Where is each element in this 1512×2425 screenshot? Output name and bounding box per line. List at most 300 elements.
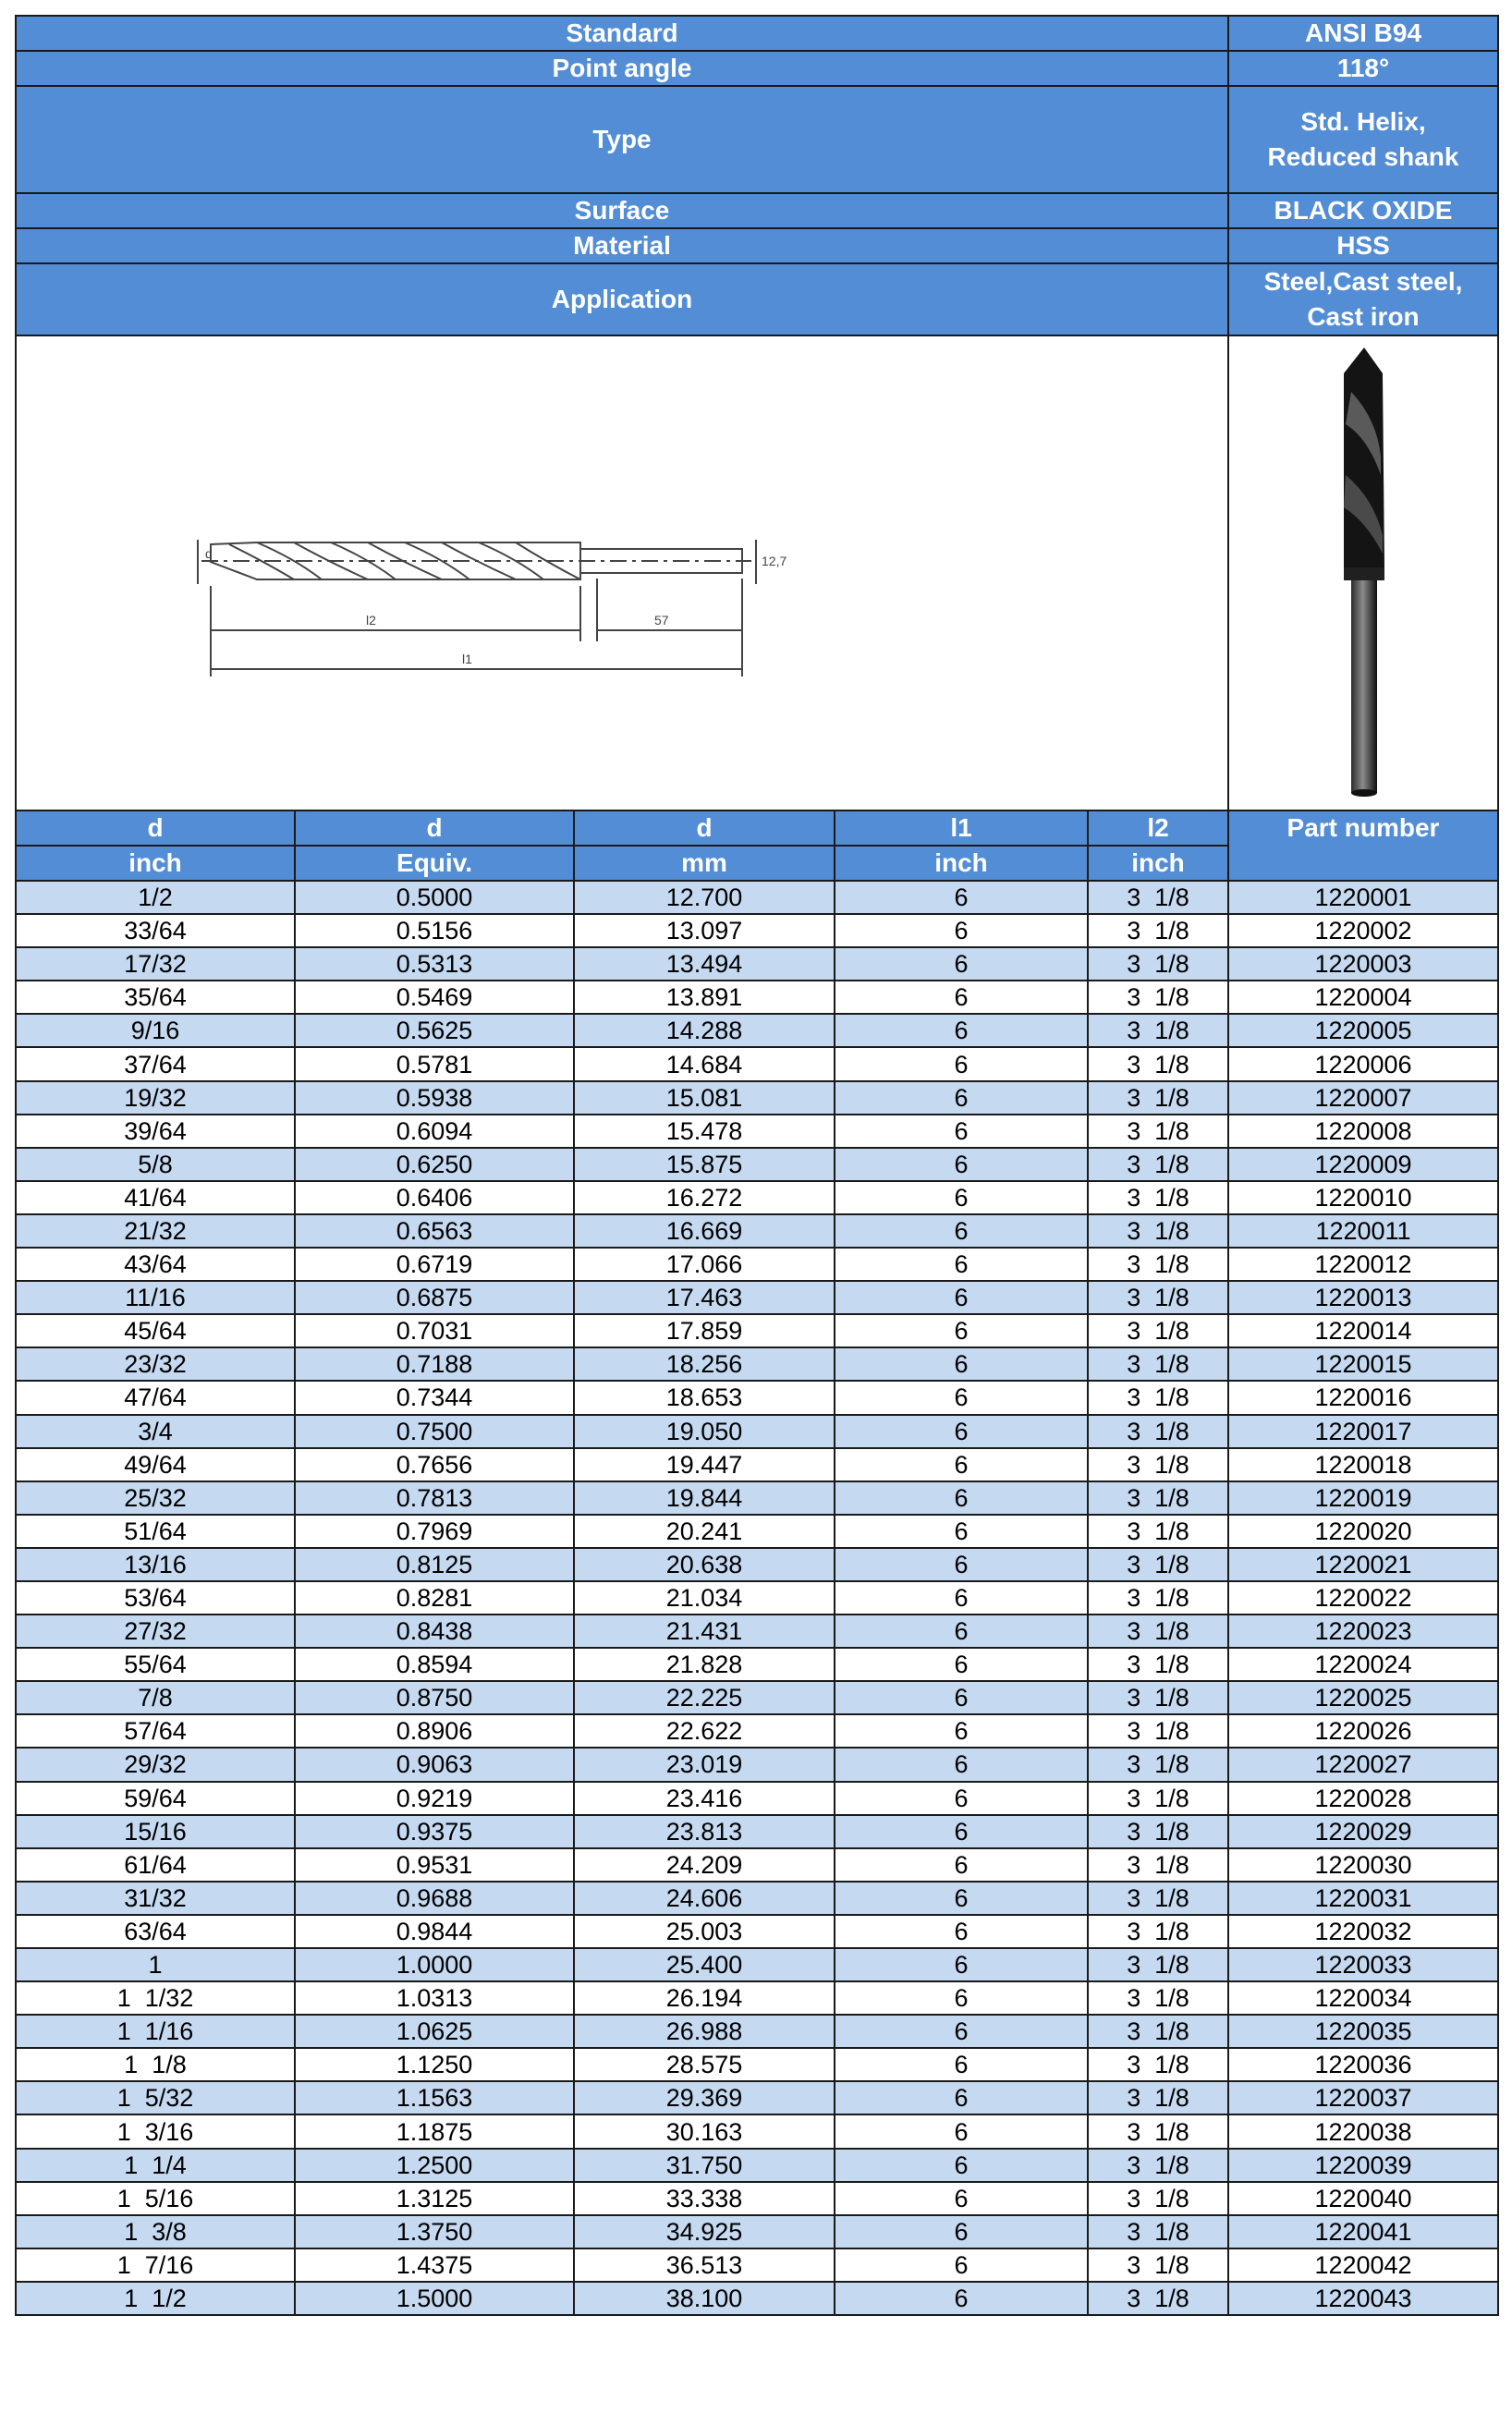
cell-l1-inch: 6 [835,1515,1088,1548]
cell-l1-inch: 6 [835,1782,1088,1815]
cell-l2-inch: 3 1/8 [1088,1448,1228,1481]
cell-d-equiv: 1.2500 [295,2149,574,2182]
cell-part-number: 1220008 [1228,1115,1498,1148]
cell-part-number: 1220009 [1228,1148,1498,1181]
cell-l1-inch: 6 [835,1714,1088,1748]
table-row [16,2048,1498,2081]
cell-l2-inch: 3 1/8 [1088,1548,1228,1581]
table-row [16,2282,1498,2315]
cell-part-number: 1220043 [1228,2282,1498,2315]
cell-d-mm: 20.638 [574,1548,835,1581]
cell-d-inch: 1 1/2 [16,2282,295,2315]
cell-l2-inch: 3 1/8 [1088,1714,1228,1748]
cell-d-equiv: 1.1875 [295,2114,574,2148]
cell-d-mm: 22.225 [574,1681,835,1714]
drawing-label-shank-length: 57 [654,613,669,628]
cell-d-mm: 26.988 [574,2015,835,2048]
cell-d-equiv: 0.6406 [295,1181,574,1214]
cell-l2-inch: 3 1/8 [1088,1848,1228,1882]
product-photo-cell [1228,335,1498,810]
cell-d-inch: 53/64 [16,1581,295,1615]
cell-d-equiv: 0.8906 [295,1714,574,1748]
cell-l2-inch: 3 1/8 [1088,2015,1228,2048]
cell-l1-inch: 6 [835,2248,1088,2282]
cell-d-equiv: 0.7344 [295,1381,574,1414]
cell-l1-inch: 6 [835,2149,1088,2182]
cell-l2-inch: 3 1/8 [1088,1314,1228,1347]
cell-d-mm: 18.653 [574,1381,835,1414]
table-row [16,947,1498,981]
col-header-part-number: Part number [1228,810,1498,881]
spec-row-material [16,228,1498,263]
cell-d-inch: 1 [16,1948,295,1981]
spec-value-application-line1: Steel,Cast steel, [1263,267,1463,296]
cell-d-equiv: 0.5938 [295,1081,574,1115]
cell-l1-inch: 6 [835,1415,1088,1448]
spec-row-surface [16,193,1498,228]
cell-l2-inch: 3 1/8 [1088,881,1228,914]
cell-part-number: 1220002 [1228,914,1498,947]
cell-part-number: 1220021 [1228,1548,1498,1581]
cell-d-equiv: 1.1563 [295,2081,574,2114]
table-row [16,1782,1498,1815]
cell-l1-inch: 6 [835,2215,1088,2248]
cell-l2-inch: 3 1/8 [1088,1047,1228,1080]
spec-value-application [1228,263,1498,335]
cell-d-inch: 59/64 [16,1782,295,1815]
cell-d-equiv: 0.8125 [295,1548,574,1581]
cell-d-equiv: 0.5469 [295,981,574,1014]
cell-d-equiv: 0.6250 [295,1148,574,1181]
cell-d-inch: 1 7/16 [16,2248,295,2282]
cell-l2-inch: 3 1/8 [1088,1281,1228,1314]
cell-l1-inch: 6 [835,1848,1088,1882]
spec-row-type [16,86,1498,193]
cell-l2-inch: 3 1/8 [1088,1948,1228,1981]
table-row [16,1481,1498,1515]
cell-part-number: 1220001 [1228,881,1498,914]
cell-d-equiv: 0.8750 [295,1681,574,1714]
cell-l1-inch: 6 [835,1481,1088,1515]
cell-part-number: 1220003 [1228,947,1498,981]
cell-l1-inch: 6 [835,1314,1088,1347]
cell-d-equiv: 0.8281 [295,1581,574,1615]
col-header-d-inch-unit: inch [16,846,295,881]
table-row [16,1981,1498,2015]
cell-d-inch: 13/16 [16,1548,295,1581]
cell-d-mm: 13.891 [574,981,835,1014]
cell-l1-inch: 6 [835,1748,1088,1781]
cell-part-number: 1220026 [1228,1714,1498,1748]
cell-d-inch: 1 5/32 [16,2081,295,2114]
cell-d-equiv: 0.7500 [295,1415,574,1448]
table-row [16,1014,1498,1047]
cell-l1-inch: 6 [835,2048,1088,2081]
table-row [16,1714,1498,1748]
cell-part-number: 1220015 [1228,1347,1498,1381]
cell-d-equiv: 0.6719 [295,1248,574,1281]
spec-label-point-angle: Point angle [16,51,1228,86]
cell-d-equiv: 0.7813 [295,1481,574,1515]
table-row [16,1882,1498,1915]
cell-l2-inch: 3 1/8 [1088,1581,1228,1615]
cell-part-number: 1220034 [1228,1981,1498,2015]
cell-l1-inch: 6 [835,1948,1088,1981]
table-row [16,1615,1498,1648]
cell-d-mm: 38.100 [574,2282,835,2315]
cell-d-mm: 36.513 [574,2248,835,2282]
cell-part-number: 1220016 [1228,1381,1498,1414]
cell-d-mm: 13.494 [574,947,835,981]
column-header-row-top [16,810,1498,846]
cell-part-number: 1220013 [1228,1281,1498,1314]
cell-l1-inch: 6 [835,2015,1088,2048]
cell-part-number: 1220023 [1228,1615,1498,1648]
cell-l2-inch: 3 1/8 [1088,1681,1228,1714]
cell-l1-inch: 6 [835,1915,1088,1948]
cell-d-mm: 23.019 [574,1748,835,1781]
table-row [16,1748,1498,1781]
drill-technical-drawing [17,336,1218,810]
cell-d-inch: 35/64 [16,981,295,1014]
table-row [16,1915,1498,1948]
cell-l1-inch: 6 [835,1347,1088,1381]
table-row [16,2081,1498,2114]
col-header-d-equiv-unit: Equiv. [295,846,574,881]
col-header-l2-top: l2 [1088,810,1228,846]
cell-d-equiv: 0.9219 [295,1782,574,1815]
cell-d-mm: 15.081 [574,1081,835,1115]
cell-d-equiv: 0.5313 [295,947,574,981]
drill-bit-photo [1229,336,1498,810]
table-row [16,2248,1498,2282]
col-header-d-inch-top: d [16,810,295,846]
cell-l1-inch: 6 [835,1882,1088,1915]
cell-d-inch: 29/32 [16,1748,295,1781]
cell-l2-inch: 3 1/8 [1088,981,1228,1014]
cell-d-mm: 24.209 [574,1848,835,1882]
cell-l2-inch: 3 1/8 [1088,2048,1228,2081]
cell-l1-inch: 6 [835,1815,1088,1848]
cell-l1-inch: 6 [835,914,1088,947]
table-row [16,2215,1498,2248]
cell-part-number: 1220028 [1228,1782,1498,1815]
cell-d-inch: 1 3/16 [16,2114,295,2148]
cell-l2-inch: 3 1/8 [1088,1415,1228,1448]
spec-value-application-line2: Cast iron [1307,302,1420,331]
cell-part-number: 1220006 [1228,1047,1498,1080]
cell-part-number: 1220042 [1228,2248,1498,2282]
cell-part-number: 1220040 [1228,2182,1498,2215]
cell-d-inch: 1 1/8 [16,2048,295,2081]
cell-d-equiv: 0.5625 [295,1014,574,1047]
cell-d-inch: 37/64 [16,1047,295,1080]
cell-l1-inch: 6 [835,1115,1088,1148]
cell-l1-inch: 6 [835,881,1088,914]
drill-spec-table [15,15,1499,2316]
cell-part-number: 1220027 [1228,1748,1498,1781]
cell-l2-inch: 3 1/8 [1088,1481,1228,1515]
cell-d-inch: 1 3/8 [16,2215,295,2248]
cell-l1-inch: 6 [835,2282,1088,2315]
cell-d-mm: 16.669 [574,1214,835,1248]
cell-part-number: 1220035 [1228,2015,1498,2048]
cell-l2-inch: 3 1/8 [1088,1615,1228,1648]
cell-d-inch: 55/64 [16,1648,295,1681]
cell-d-mm: 33.338 [574,2182,835,2215]
cell-l1-inch: 6 [835,1214,1088,1248]
cell-d-mm: 13.097 [574,914,835,947]
cell-d-mm: 20.241 [574,1515,835,1548]
spec-label-application: Application [16,263,1228,335]
spec-value-type-line1: Std. Helix, [1300,107,1426,136]
cell-d-inch: 23/32 [16,1347,295,1381]
cell-l1-inch: 6 [835,1281,1088,1314]
table-row [16,1581,1498,1615]
cell-d-mm: 15.875 [574,1148,835,1181]
cell-l2-inch: 3 1/8 [1088,2081,1228,2114]
cell-d-mm: 16.272 [574,1181,835,1214]
cell-d-mm: 30.163 [574,2114,835,2148]
cell-d-inch: 41/64 [16,1181,295,1214]
cell-part-number: 1220004 [1228,981,1498,1014]
table-row [16,1347,1498,1381]
cell-l2-inch: 3 1/8 [1088,1915,1228,1948]
cell-d-equiv: 0.6875 [295,1281,574,1314]
table-row [16,1448,1498,1481]
cell-l2-inch: 3 1/8 [1088,1782,1228,1815]
spec-row-point-angle [16,51,1498,86]
spec-label-type: Type [16,86,1228,193]
spec-value-standard: ANSI B94 [1228,16,1498,51]
cell-d-inch: 47/64 [16,1381,295,1414]
table-row [16,1148,1498,1181]
cell-part-number: 1220014 [1228,1314,1498,1347]
image-row [16,335,1498,810]
table-row [16,2114,1498,2148]
cell-d-inch: 61/64 [16,1848,295,1882]
cell-d-equiv: 1.0000 [295,1948,574,1981]
table-row [16,1181,1498,1214]
col-header-d-mm-unit: mm [574,846,835,881]
cell-l2-inch: 3 1/8 [1088,2215,1228,2248]
cell-d-mm: 12.700 [574,881,835,914]
cell-l1-inch: 6 [835,947,1088,981]
cell-d-equiv: 0.9375 [295,1815,574,1848]
cell-l1-inch: 6 [835,1148,1088,1181]
table-row [16,1648,1498,1681]
cell-d-equiv: 0.6563 [295,1214,574,1248]
cell-part-number: 1220032 [1228,1915,1498,1948]
table-row [16,1115,1498,1148]
table-row [16,1815,1498,1848]
cell-d-inch: 25/32 [16,1481,295,1515]
table-row [16,1248,1498,1281]
cell-part-number: 1220019 [1228,1481,1498,1515]
cell-d-equiv: 0.5781 [295,1047,574,1080]
cell-d-mm: 14.288 [574,1014,835,1047]
drawing-label-l1: l1 [462,652,472,666]
cell-d-inch: 3/4 [16,1415,295,1448]
cell-l2-inch: 3 1/8 [1088,1081,1228,1115]
cell-d-mm: 21.828 [574,1648,835,1681]
cell-d-mm: 18.256 [574,1347,835,1381]
cell-l1-inch: 6 [835,1081,1088,1115]
spec-value-point-angle: 118° [1228,51,1498,86]
table-row [16,1548,1498,1581]
spec-row-application [16,263,1498,335]
cell-d-mm: 17.859 [574,1314,835,1347]
cell-d-mm: 15.478 [574,1115,835,1148]
col-header-l1-unit: inch [835,846,1088,881]
cell-d-mm: 21.034 [574,1581,835,1615]
cell-d-equiv: 1.3125 [295,2182,574,2215]
table-row [16,1381,1498,1414]
spec-label-surface: Surface [16,193,1228,228]
cell-d-mm: 29.369 [574,2081,835,2114]
cell-d-mm: 34.925 [574,2215,835,2248]
cell-d-equiv: 1.1250 [295,2048,574,2081]
cell-l1-inch: 6 [835,1014,1088,1047]
cell-d-inch: 1 1/16 [16,2015,295,2048]
cell-l2-inch: 3 1/8 [1088,1214,1228,1248]
cell-d-inch: 49/64 [16,1448,295,1481]
drawing-label-shank-diameter: 12,7 [762,554,787,568]
cell-part-number: 1220018 [1228,1448,1498,1481]
spec-value-surface: BLACK OXIDE [1228,193,1498,228]
cell-l1-inch: 6 [835,1648,1088,1681]
cell-d-mm: 19.050 [574,1415,835,1448]
cell-d-equiv: 0.9531 [295,1848,574,1882]
technical-drawing-cell [16,335,1228,810]
col-header-d-mm-top: d [574,810,835,846]
cell-part-number: 1220033 [1228,1948,1498,1981]
col-header-d-equiv-top: d [295,810,574,846]
cell-part-number: 1220020 [1228,1515,1498,1548]
cell-d-equiv: 0.9844 [295,1915,574,1948]
cell-l1-inch: 6 [835,1615,1088,1648]
table-row [16,1415,1498,1448]
cell-d-mm: 22.622 [574,1714,835,1748]
cell-part-number: 1220038 [1228,2114,1498,2148]
cell-l1-inch: 6 [835,2081,1088,2114]
cell-d-equiv: 0.5156 [295,914,574,947]
cell-part-number: 1220022 [1228,1581,1498,1615]
cell-d-inch: 5/8 [16,1148,295,1181]
cell-d-equiv: 0.8438 [295,1615,574,1648]
cell-l2-inch: 3 1/8 [1088,1014,1228,1047]
cell-part-number: 1220025 [1228,1681,1498,1714]
cell-d-inch: 17/32 [16,947,295,981]
cell-l1-inch: 6 [835,2182,1088,2215]
cell-l2-inch: 3 1/8 [1088,2149,1228,2182]
cell-d-inch: 1 1/4 [16,2149,295,2182]
cell-d-mm: 23.813 [574,1815,835,1848]
cell-d-equiv: 0.7188 [295,1347,574,1381]
cell-d-mm: 17.463 [574,1281,835,1314]
cell-part-number: 1220030 [1228,1848,1498,1882]
cell-l1-inch: 6 [835,1681,1088,1714]
cell-d-mm: 17.066 [574,1248,835,1281]
cell-d-inch: 45/64 [16,1314,295,1347]
col-header-l1-top: l1 [835,810,1088,846]
cell-d-inch: 21/32 [16,1214,295,1248]
cell-l1-inch: 6 [835,1047,1088,1080]
table-row [16,1314,1498,1347]
cell-part-number: 1220036 [1228,2048,1498,2081]
table-row [16,981,1498,1014]
spec-label-standard: Standard [16,16,1228,51]
table-row [16,2015,1498,2048]
drawing-label-l2: l2 [366,613,376,628]
cell-d-inch: 11/16 [16,1281,295,1314]
cell-part-number: 1220041 [1228,2215,1498,2248]
cell-d-mm: 23.416 [574,1782,835,1815]
spec-label-material: Material [16,228,1228,263]
drawing-label-d: d [205,546,213,561]
cell-l2-inch: 3 1/8 [1088,2282,1228,2315]
table-row [16,1515,1498,1548]
cell-d-mm: 19.844 [574,1481,835,1515]
cell-d-mm: 31.750 [574,2149,835,2182]
table-row [16,914,1498,947]
cell-l2-inch: 3 1/8 [1088,1648,1228,1681]
cell-l2-inch: 3 1/8 [1088,1347,1228,1381]
cell-d-equiv: 0.7031 [295,1314,574,1347]
cell-d-mm: 14.684 [574,1047,835,1080]
cell-l1-inch: 6 [835,1581,1088,1615]
table-row [16,881,1498,914]
table-row [16,1214,1498,1248]
table-row [16,2182,1498,2215]
cell-d-equiv: 0.7969 [295,1515,574,1548]
cell-l2-inch: 3 1/8 [1088,947,1228,981]
cell-d-equiv: 1.0313 [295,1981,574,2015]
cell-d-inch: 27/32 [16,1615,295,1648]
cell-d-equiv: 1.4375 [295,2248,574,2282]
spec-value-type [1228,86,1498,193]
cell-d-inch: 43/64 [16,1248,295,1281]
cell-l2-inch: 3 1/8 [1088,2114,1228,2148]
col-header-l2-unit: inch [1088,846,1228,881]
cell-d-inch: 63/64 [16,1915,295,1948]
spec-value-type-line2: Reduced shank [1267,142,1459,171]
table-row [16,1281,1498,1314]
cell-part-number: 1220010 [1228,1181,1498,1214]
cell-d-equiv: 0.9063 [295,1748,574,1781]
cell-l1-inch: 6 [835,1248,1088,1281]
cell-d-mm: 26.194 [574,1981,835,2015]
cell-l2-inch: 3 1/8 [1088,1148,1228,1181]
cell-d-inch: 57/64 [16,1714,295,1748]
cell-d-inch: 15/16 [16,1815,295,1848]
cell-d-equiv: 0.7656 [295,1448,574,1481]
table-row [16,1948,1498,1981]
cell-d-mm: 28.575 [574,2048,835,2081]
cell-part-number: 1220039 [1228,2149,1498,2182]
cell-d-mm: 25.003 [574,1915,835,1948]
cell-part-number: 1220037 [1228,2081,1498,2114]
cell-d-inch: 1 1/32 [16,1981,295,2015]
cell-d-inch: 9/16 [16,1014,295,1047]
cell-d-equiv: 0.6094 [295,1115,574,1148]
cell-d-equiv: 0.5000 [295,881,574,914]
cell-d-inch: 31/32 [16,1882,295,1915]
cell-part-number: 1220007 [1228,1081,1498,1115]
cell-part-number: 1220029 [1228,1815,1498,1848]
table-row [16,1848,1498,1882]
cell-d-inch: 33/64 [16,914,295,947]
